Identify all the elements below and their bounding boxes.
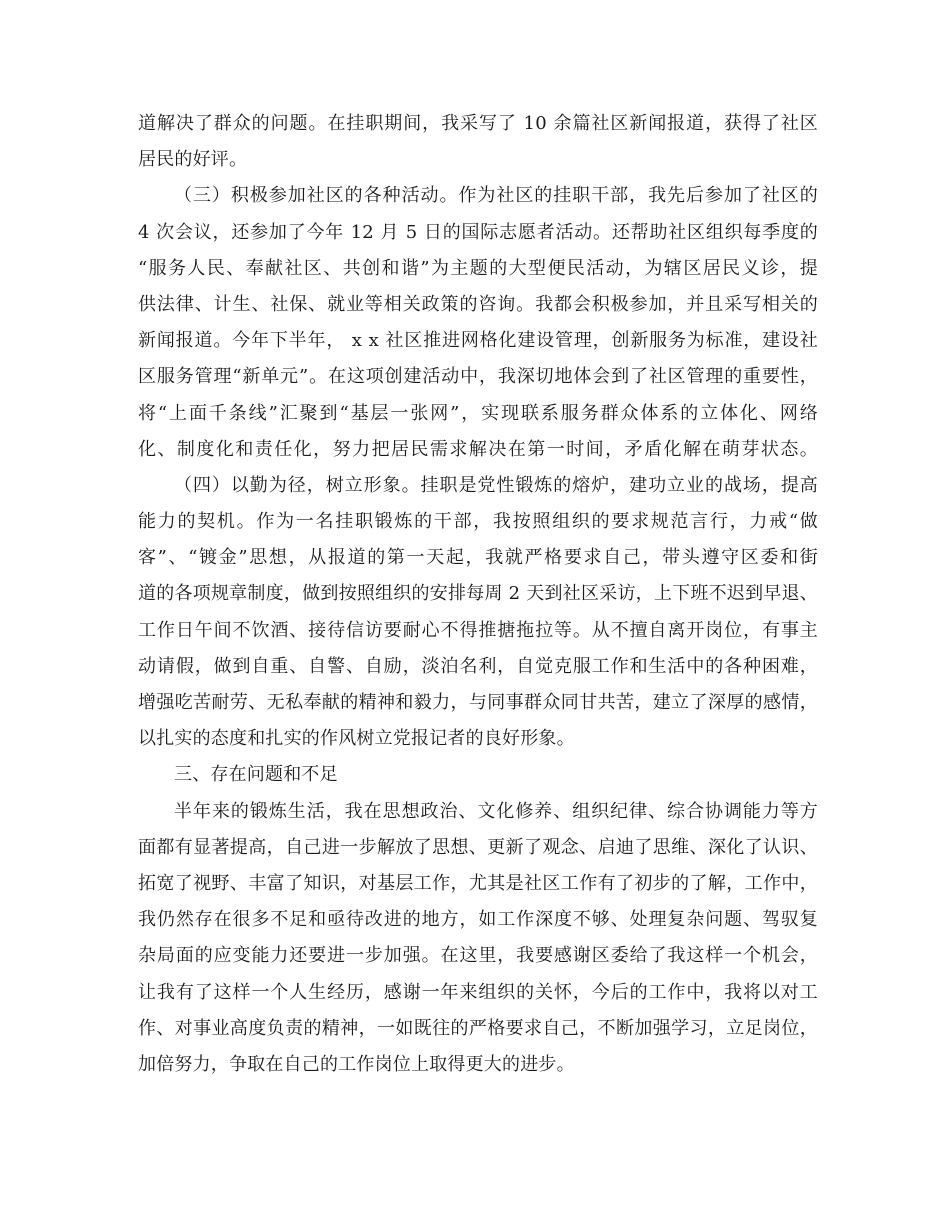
text-line: 半年来的锻炼生活，我在思想政治、文化修养、组织纪律、综合协调能力等方 xyxy=(174,800,818,822)
text-line: 新闻报道。今年下半年， x x 社区推进网格化建设管理，创新服务为标准，建设社 xyxy=(138,330,818,352)
text-line: 加倍努力，争取在自己的工作岗位上取得更大的进步。 xyxy=(138,1053,575,1075)
text-line: 客”、“镀金”思想，从报道的第一天起，我就严格要求自己，带头遵守区委和街 xyxy=(138,547,818,569)
text-line: 以扎实的态度和扎实的作风树立党报记者的良好形象。 xyxy=(138,728,575,750)
text-line: 区服务管理“新单元”。在这项创建活动中，我深切地体会到了社区管理的重要性， xyxy=(138,366,818,388)
text-line: 杂局面的应变能力还要进一步加强。在这里，我要感谢区委给了我这样一个机会， xyxy=(138,945,818,967)
text-line: 居民的好评。 xyxy=(138,149,248,171)
text-line: 拓宽了视野、丰富了知识，对基层工作，尤其是社区工作有了初步的了解，工作中， xyxy=(138,872,818,894)
text-line: 动请假，做到自重、自警、自励，淡泊名利，自觉克服工作和生活中的各种困难， xyxy=(138,655,818,677)
text-line: 作、对事业高度负责的精神，一如既往的严格要求自己，不断加强学习，立足岗位， xyxy=(138,1017,818,1039)
text-line: 我仍然存在很多不足和亟待改进的地方，如工作深度不够、处理复杂问题、驾驭复 xyxy=(138,909,818,931)
text-line: 将“上面千条线”汇聚到“基层一张网”，实现联系服务群众体系的立体化、网络 xyxy=(138,402,818,424)
text-line: “服务人民、奉献社区、共创和谐”为主题的大型便民活动，为辖区居民义诊，提 xyxy=(138,257,818,279)
text-line: （四）以勤为径，树立形象。挂职是党性锻炼的熔炉，建功立业的战场，提高 xyxy=(174,474,818,496)
text-line: 工作日午间不饮酒、接待信访要耐心不得推搪拖拉等。从不擅自离开岗位，有事主 xyxy=(138,619,818,641)
text-line: 道的各项规章制度，做到按照组织的安排每周 2 天到社区采访，上下班不迟到早退、 xyxy=(138,583,818,605)
text-line: （三）积极参加社区的各种活动。作为社区的挂职干部，我先后参加了社区的 xyxy=(174,185,818,207)
text-line: 能力的契机。作为一名挂职锻炼的干部，我按照组织的要求规范言行，力戒“做 xyxy=(138,511,818,533)
text-line: 让我有了这样一个人生经历，感谢一年来组织的关怀，今后的工作中，我将以对工 xyxy=(138,981,818,1003)
text-line: 化、制度化和责任化，努力把居民需求解决在第一时间，矛盾化解在萌芽状态。 xyxy=(138,438,818,460)
text-line: 三、存在问题和不足 xyxy=(174,764,338,786)
text-line: 道解决了群众的问题。在挂职期间，我采写了 10 余篇社区新闻报道，获得了社区 xyxy=(138,113,818,134)
text-line: 4 次会议，还参加了今年 12 月 5 日的国际志愿者活动。还帮助社区组织每季度的 xyxy=(138,221,818,243)
document-body xyxy=(138,106,818,1083)
text-line: 增强吃苦耐劳、无私奉献的精神和毅力，与同事群众同甘共苦，建立了深厚的感情， xyxy=(138,692,818,713)
text-line: 供法律、计生、社保、就业等相关政策的咨询。我都会积极参加，并且采写相关的 xyxy=(138,293,818,315)
text-line: 面都有显著提高，自己进一步解放了思想、更新了观念、启迪了思维、深化了认识、 xyxy=(138,836,818,858)
